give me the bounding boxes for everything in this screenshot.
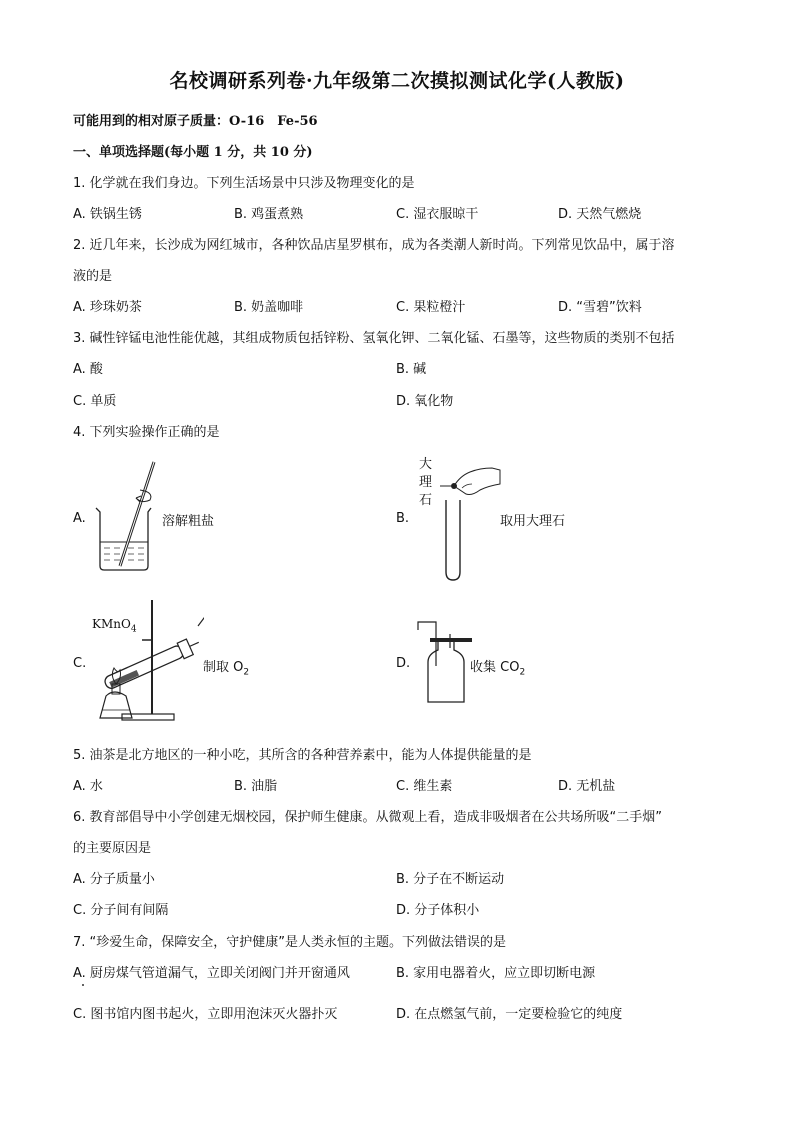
question-7-option-c[interactable]: C. 图书馆内图书起火，立即用泡沫灭火器扑灭 <box>73 1007 338 1022</box>
stray-dot <box>82 984 84 986</box>
kmno4-label-main: KMnO <box>92 617 131 631</box>
section-heading-single-choice: 一、单项选择题(每小题 1 分，共 10 分) <box>73 145 313 160</box>
question-4-option-c-caption-sub: 2 <box>243 667 250 678</box>
question-2-option-b[interactable]: B. 奶盖咖啡 <box>234 300 304 315</box>
question-3-option-d[interactable]: D. 氧化物 <box>396 394 454 409</box>
question-7-option-a[interactable]: A. 厨房煤气管道漏气，立即关闭阀门并开窗通风 <box>73 966 350 981</box>
question-6-option-c[interactable]: C. 分子间有间隔 <box>73 903 169 918</box>
question-2-option-c[interactable]: C. 果粒橙汁 <box>396 300 466 315</box>
question-5-option-a[interactable]: A. 水 <box>73 779 103 794</box>
question-3-stem: 3. 碱性锌锰电池性能优越，其组成物质包括锌粉、氢氧化钾、二氧化锰、石墨等，这些物质的类别不包括 <box>73 331 675 346</box>
atomic-mass-note: 可能用到的相对原子质量：O-16 Fe-56 <box>73 114 318 129</box>
question-7-stem: 7. “珍爱生命，保障安全，守护健康”是人类永恒的主题。下列做法错误的是 <box>73 935 507 950</box>
question-4-option-a-letter[interactable]: A. <box>73 511 86 526</box>
question-1-option-a[interactable]: A. 铁锅生锈 <box>73 207 142 222</box>
question-3-option-c[interactable]: C. 单质 <box>73 394 117 409</box>
marble-label <box>419 456 432 510</box>
question-4-option-d-caption-main: 收集 CO <box>470 660 520 675</box>
question-4-option-c-caption <box>203 656 249 678</box>
paper-title: 名校调研系列卷·九年级第二次摸拟测试化学(人教版) <box>169 70 625 92</box>
question-2-option-a[interactable]: A. 珍珠奶茶 <box>73 300 142 315</box>
question-4-option-b-caption: 取用大理石 <box>500 514 566 529</box>
question-3-option-b[interactable]: B. 碱 <box>396 362 427 377</box>
question-5-option-d[interactable]: D. 无机盐 <box>558 779 616 794</box>
question-5-option-b[interactable]: B. 油脂 <box>234 779 278 794</box>
question-6-stem-line-2: 的主要原因是 <box>73 841 152 856</box>
marble-label-char-3: 石 <box>419 493 433 508</box>
question-3-option-a[interactable]: A. 酸 <box>73 362 103 377</box>
test-tube-marble-figure <box>436 458 506 583</box>
kmno4-heating-apparatus-figure <box>92 596 204 724</box>
question-6-option-d[interactable]: D. 分子体积小 <box>396 903 480 918</box>
gas-bottle-collection-figure <box>416 620 472 706</box>
marble-label-char-2: 理 <box>419 475 433 490</box>
question-6-stem-line-1: 6. 教育部倡导中小学创建无烟校园，保护师生健康。从微观上看，造成非吸烟者在公共场所吸“二手烟” <box>73 810 663 825</box>
question-2-stem-line-2: 液的是 <box>73 269 113 284</box>
question-5-option-c[interactable]: C. 维生素 <box>396 779 453 794</box>
question-4-stem: 4. 下列实验操作正确的是 <box>73 425 220 440</box>
question-4-option-b-letter[interactable]: B. <box>396 511 410 526</box>
question-1-stem: 1. 化学就在我们身边。下列生活场景中只涉及物理变化的是 <box>73 176 415 191</box>
question-7-option-d[interactable]: D. 在点燃氢气前，一定要检验它的纯度 <box>396 1007 623 1022</box>
question-4-option-c-caption-main: 制取 O <box>203 660 244 675</box>
question-4-option-d-caption <box>470 656 525 678</box>
question-6-option-b[interactable]: B. 分子在不断运动 <box>396 872 505 887</box>
question-1-option-c[interactable]: C. 湿衣服晾干 <box>396 207 479 222</box>
question-1-option-b[interactable]: B. 鸡蛋煮熟 <box>234 207 304 222</box>
question-4-option-d-letter[interactable]: D. <box>396 656 411 671</box>
beaker-stirring-figure <box>92 460 162 575</box>
kmno4-label-sub: 4 <box>130 624 137 635</box>
marble-label-char-1: 大 <box>419 457 433 472</box>
question-6-option-a[interactable]: A. 分子质量小 <box>73 872 155 887</box>
question-2-stem-line-1: 2. 近几年来，长沙成为网红城市，各种饮品店星罗棋布，成为各类潮人新时尚。下列常见饮品中，属于溶 <box>73 238 675 253</box>
question-1-option-d[interactable]: D. 天然气燃烧 <box>558 207 642 222</box>
question-5-stem: 5. 油茶是北方地区的一种小吃，其所含的各种营养素中，能为人体提供能量的是 <box>73 748 532 763</box>
question-4-option-d-caption-sub: 2 <box>519 667 526 678</box>
question-4-option-c-letter[interactable]: C. <box>73 656 87 671</box>
question-4-option-a-caption: 溶解粗盐 <box>162 514 215 529</box>
question-7-option-b[interactable]: B. 家用电器着火，应立即切断电源 <box>396 966 596 981</box>
question-2-option-d[interactable]: D. “雪碧”饮料 <box>558 300 642 315</box>
